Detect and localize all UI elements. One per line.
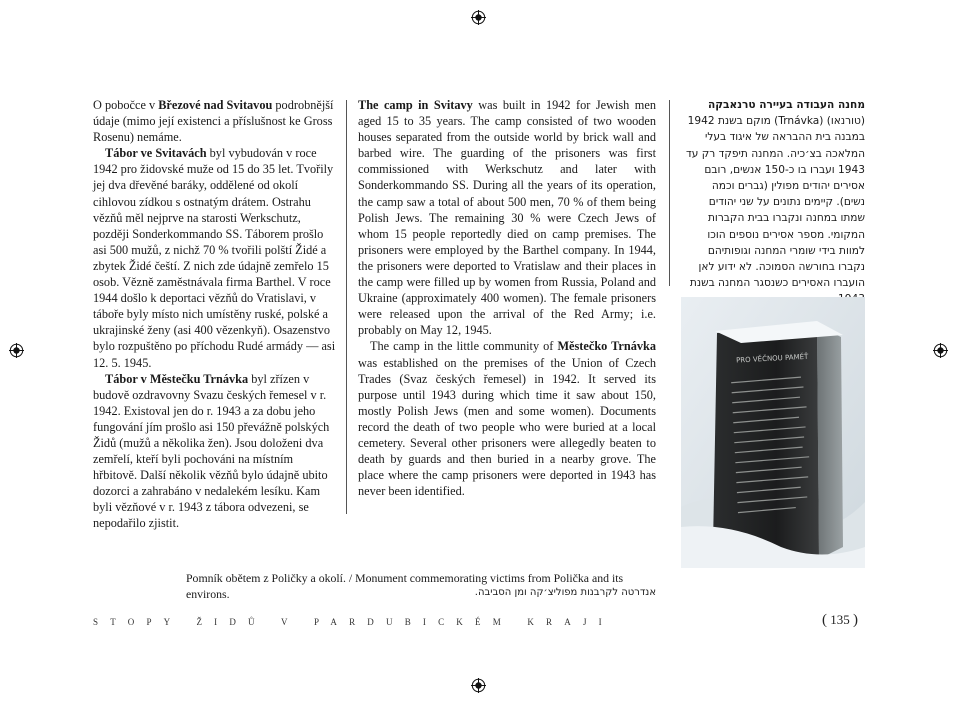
section-heading: Tábor ve Svitavách — [105, 146, 207, 161]
section-heading: Tábor v Městečku Trnávka — [105, 371, 249, 386]
place-name: Březové nad Svitavou — [158, 98, 273, 112]
plaque-line: PRO VĚČNOU PAMĚŤ — [735, 352, 809, 365]
hebrew-paragraph: מחנה העבודה בעיירה טרנאבקה (טורנאו) (Trnávka) מוקם בשנת 1942 במבנה בית ההבראה של איגוד בעלי המלאכה בצ׳כיה. המחנה תיפקד רק עד 1943 ועברו בו כ-150 אנשים, רובם אסירים יהודים מפולין (גברים וכמה נשים). קיימים נתונים על שני יהודים שמתו במחנה ונקברו בבית הקברות המקומי. מספר אסירים נוספים הוכו למוות בידי שומרי המחנה וגופותיהם נקברו בחורשה הסמוכה. לא ידוע לאן הועברו האסירים כשנסגר המחנה בשנת — [685, 99, 865, 290]
registration-mark-icon — [471, 10, 486, 25]
czech-column — [93, 97, 336, 532]
section-heading: The camp in Svitavy — [358, 98, 473, 112]
czech-paragraph-trnavka: Tábor v Městečku Trnávka byl zřízen v budově ozdravovny Svazu českých řemesel v r. 1942. Existoval jen do r. 1943 a za dobu jeho fungování jím prošlo asi 150 převážně polských Židů (mužů a několika žen). Jsou doloženi dva zemřelí, kteří byli pochováni na místním hřbitově. Další několik vězňů bylo údajně ubito dozorci a zahrabáno v nedalekém lesíku. Kam byli vězňové v r. 1943 z tábora odvezeni, se nepodařilo zjistit. — [93, 371, 330, 531]
english-paragraph-trnavka: The camp in the little community of Městečko Trnávka was established on the premises of the Union of Czech Trades (Svaz českých řemesel) in 1942. It served its purpose until 1943 during which time it saw about 150, mostly Polish Jews (men and some women). Documents record the death of two people who were buried at a local cemetery. Several other prisoners were allegedly beaten to death by guards and then buried in a nearby grove. The place where the camp prisoners were deported in 1943 has never been identified. — [358, 339, 656, 499]
photo-caption-hebrew: אנדרטה לקרבנות מפוליצ׳קה ומן הסביבה. — [474, 587, 656, 598]
hebrew-column — [683, 97, 865, 308]
english-column — [358, 97, 656, 499]
photo-caption: Pomník obětem z Poličky a okolí. / Monument commemorating victims from Polička and its environs. — [186, 571, 624, 601]
registration-mark-icon — [933, 343, 948, 358]
registration-mark-icon — [9, 343, 24, 358]
english-paragraph-svitavy: The camp in Svitavy was built in 1942 for Jewish men aged 15 to 35 years. The camp consisted of two wooden houses separated from the outside world by brick wall and barbed wire. The guarding of the prisoners was first commissioned with Werkschutz and later with Sonderkommando SS. During all the years of its operation, the camp saw a total of about 500 men, 70 % of them being Polish Jews. The remaining 30 % were Czech Jews of whom 15 people reportedly died on camp premises. The prisoners were employed by the Barthel company. In 1944, the prisoners were deported to Vratislaw and their places in the camp were filled up by women from Russia, Poland and Ukraine (approximately 400 women). The female prisoners were released upon the arrival of the Red Army; i.e. probably on May 12, 1945. — [358, 98, 656, 338]
czech-paragraph-brezova: O pobočce v Březové nad Svitavou podrobnější údaje (mimo její existenci a příslušnost ke Gross Rosenu) nemáme. — [93, 98, 334, 145]
running-title: STOPY ŽIDŮ V PARDUBICKÉM KRAJI — [93, 617, 614, 627]
czech-paragraph-svitavy: Tábor ve Svitavách byl vybudován v roce 1942 pro židovské muže od 15 do 35 let. Tvořily jej dva dřevěné baráky, oddělené od okolí cihlovou zídkou s ostnatým drátem. Ostrahu vězňů měl nejprve na starosti Werkschutz, později Sonderkommando SS. Táborem prošlo asi 500 mužů, z nichž 70 % tvořili polští Židé a zbytek Židé čeští. Z nich zde údajně zemřelo 15 osob. Vězně zaměstnávala firma Barthel. V roce 1944 došlo k deportaci vězňů do Vratislavi, v táboře byly místo nich umístěny ruské, polské a ukrajinské ženy (asi 400 vězenkyň). Osazenstvo bylo rozpuštěno po příchodu Rudé armády — asi 12. 5. 1945. — [93, 146, 336, 370]
page-number: ( 135 ) — [822, 612, 858, 628]
registration-mark-icon — [471, 678, 486, 693]
column-divider — [669, 100, 670, 286]
section-heading: מחנה העבודה בעיירה טרנאבקה — [707, 99, 865, 111]
column-divider — [346, 100, 347, 514]
monument-photo — [681, 297, 865, 568]
place-name: Městečko Trnávka — [557, 339, 656, 354]
